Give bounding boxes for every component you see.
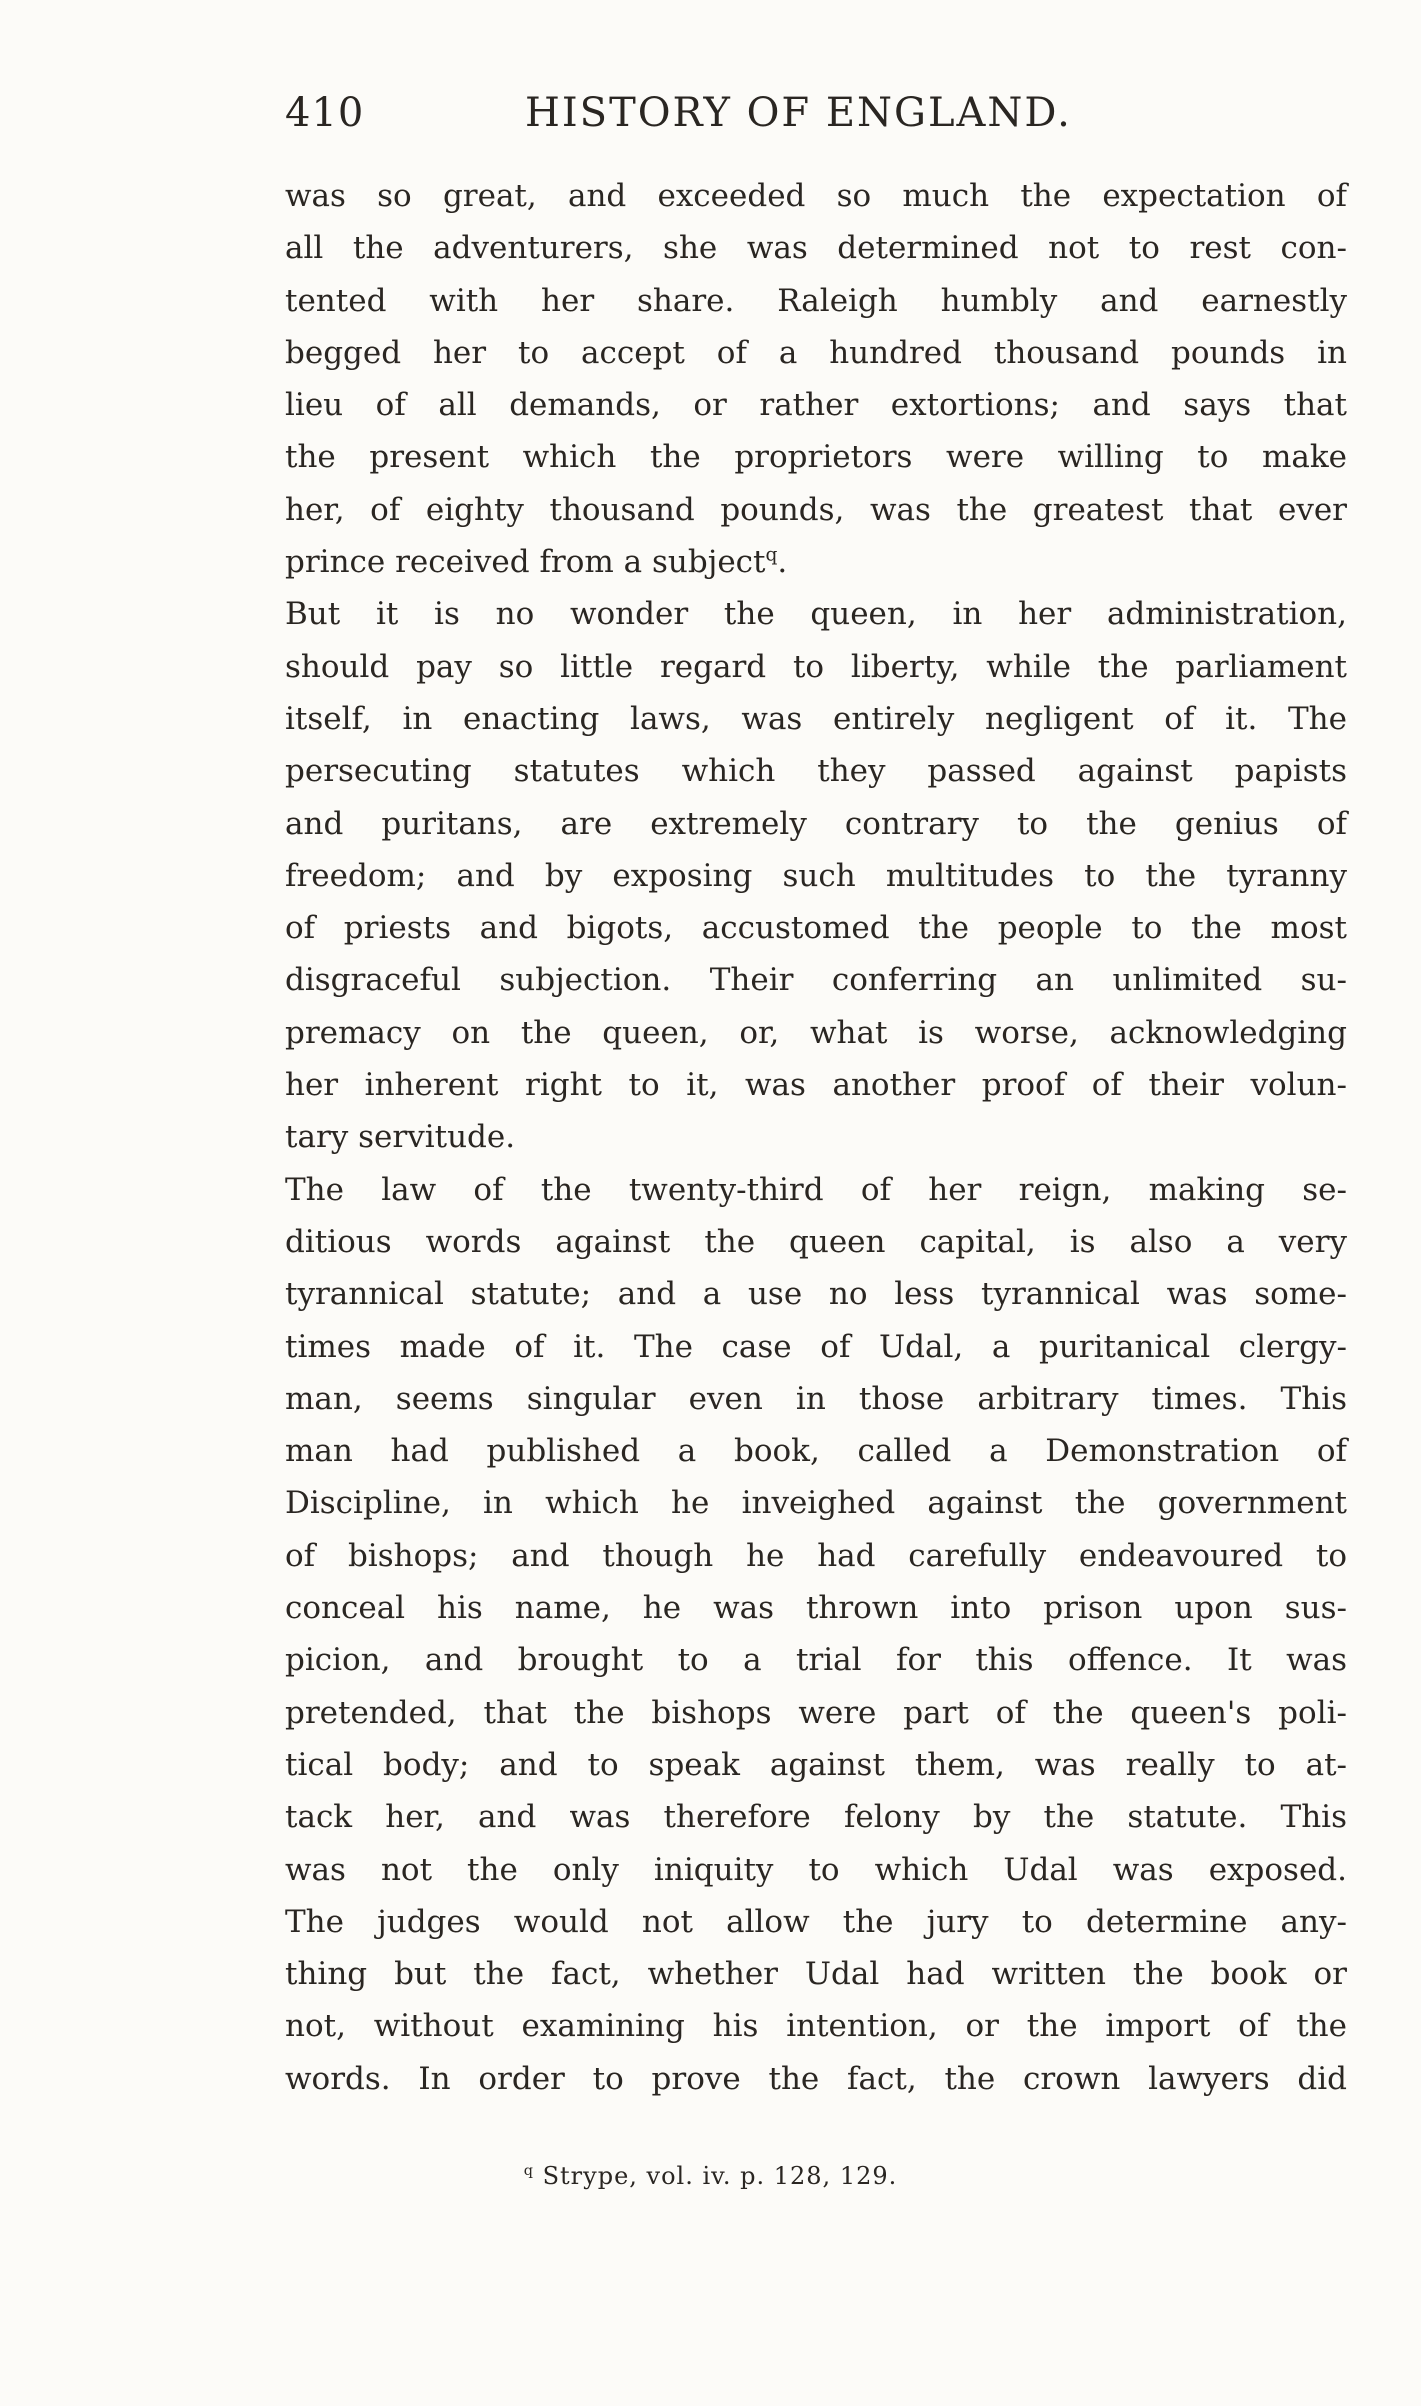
- text-line: begged her to accept of a hundred thousand pounds in: [285, 334, 1347, 371]
- body-text: [285, 170, 1347, 2105]
- text-line: tical body; and to speak against them, was really to at-: [285, 1746, 1347, 1783]
- text-line: of bishops; and though he had carefully endeavoured to: [285, 1537, 1347, 1574]
- text-line: But it is no wonder the queen, in her administration,: [285, 596, 1347, 633]
- footnote-reference: q: [765, 544, 778, 566]
- text-line: her inherent right to it, was another proof of their volun-: [285, 1067, 1347, 1104]
- text-line: freedom; and by exposing such multitudes to the tyranny: [285, 857, 1347, 894]
- text-line: The judges would not allow the jury to determine any-: [285, 1903, 1347, 1940]
- text-line: persecuting statutes which they passed against papists: [285, 753, 1347, 790]
- footnote: [0, 2162, 1421, 2190]
- text-line: lieu of all demands, or rather extortions; and says that: [285, 387, 1347, 424]
- text-line: times made of it. The case of Udal, a puritanical clergy-: [285, 1328, 1347, 1365]
- text-line: picion, and brought to a trial for this offence. It was: [285, 1642, 1347, 1679]
- text-line: should pay so little regard to liberty, while the parliament: [285, 648, 1347, 685]
- page-number: 410: [285, 90, 365, 136]
- text-line: man, seems singular even in those arbitrary times. This: [285, 1380, 1347, 1417]
- page-header: [285, 90, 1347, 150]
- text-line: words. In order to prove the fact, the crown lawyers did: [285, 2060, 1347, 2097]
- text-line: was not the only iniquity to which Udal was exposed.: [285, 1851, 1347, 1888]
- text-line: man had published a book, called a Demonstration of: [285, 1433, 1347, 1470]
- text-line: of priests and bigots, accustomed the people to the most: [285, 910, 1347, 947]
- text-line-suffix: .: [777, 544, 788, 581]
- text-line: thing but the fact, whether Udal had written the book or: [285, 1956, 1347, 1993]
- text-line: tyrannical statute; and a use no less tyrannical was some-: [285, 1276, 1347, 1313]
- text-line: [285, 536, 1347, 588]
- text-line: her, of eighty thousand pounds, was the greatest that ever: [285, 491, 1347, 528]
- text-line: disgraceful subjection. Their conferring an unlimited su-: [285, 962, 1347, 999]
- text-line: tented with her share. Raleigh humbly and earnestly: [285, 282, 1347, 319]
- text-line: all the adventurers, she was determined not to rest con-: [285, 230, 1347, 267]
- text-line: pretended, that the bishops were part of the queen's poli-: [285, 1694, 1347, 1731]
- text-line: ditious words against the queen capital, is also a very: [285, 1223, 1347, 1260]
- footnote-text: Strype, vol. iv. p. 128, 129.: [533, 2162, 898, 2190]
- running-title: HISTORY OF ENGLAND.: [525, 90, 1072, 136]
- text-line: The law of the twenty-third of her reign, making se-: [285, 1171, 1347, 1208]
- text-line: not, without examining his intention, or the import of the: [285, 2008, 1347, 2045]
- text-line: premacy on the queen, or, what is worse, acknowledging: [285, 1014, 1347, 1051]
- text-line-content: prince received from a subject: [285, 544, 766, 581]
- text-line: the present which the proprietors were willing to make: [285, 439, 1347, 476]
- footnote-marker: q: [523, 2163, 534, 2179]
- text-line: conceal his name, he was thrown into prison upon sus-: [285, 1590, 1347, 1627]
- text-line: and puritans, are extremely contrary to the genius of: [285, 805, 1347, 842]
- text-line: itself, in enacting laws, was entirely negligent of it. The: [285, 700, 1347, 737]
- text-line: Discipline, in which he inveighed against the government: [285, 1485, 1347, 1522]
- text-line: was so great, and exceeded so much the expectation of: [285, 178, 1347, 214]
- text-line: tary servitude.: [285, 1119, 516, 1156]
- text-line: tack her, and was therefore felony by the statute. This: [285, 1799, 1347, 1836]
